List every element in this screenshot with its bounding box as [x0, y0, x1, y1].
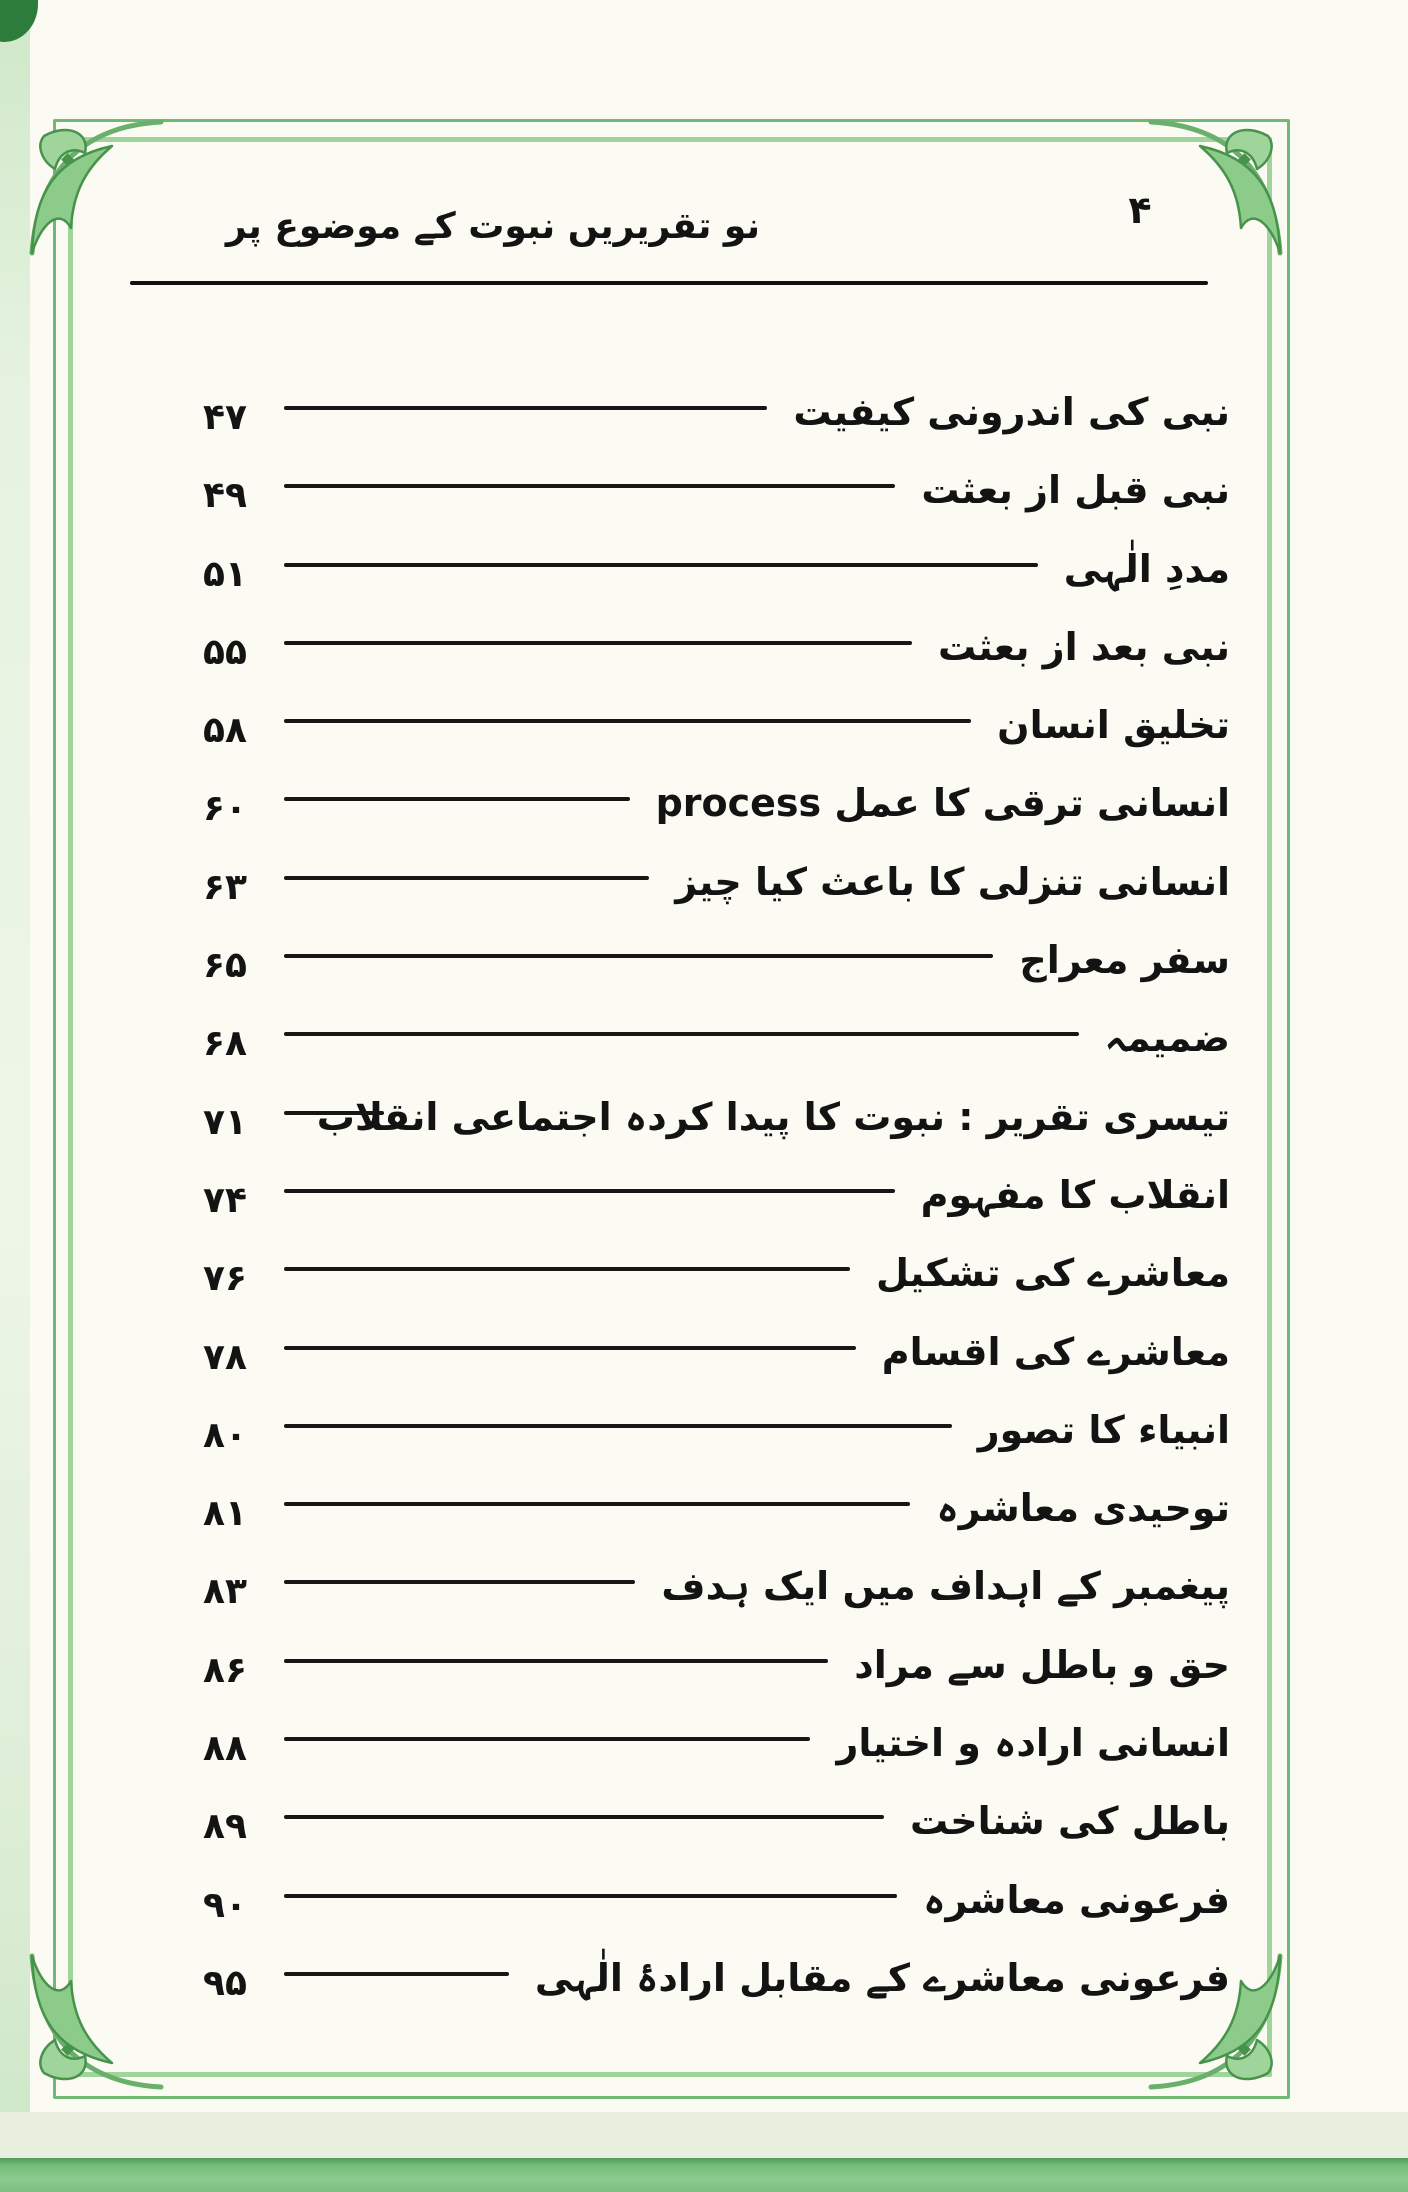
toc-leader-line — [284, 484, 895, 488]
toc-entry-title: حق و باطل سے مراد — [854, 1642, 1230, 1687]
toc-entry-title: پیغمبر کے اہداف میں ایک ہدف — [661, 1564, 1230, 1609]
toc-entry-title: مددِ الٰہی — [1063, 546, 1230, 591]
toc-entry-page-number: ۸۸ — [203, 1728, 247, 1770]
toc-entry — [180, 697, 1230, 753]
toc-entry-title: فرعونی معاشرہ — [923, 1877, 1230, 1922]
toc-entry-page-number: ۴۷ — [203, 397, 247, 438]
toc-entry — [180, 1480, 1230, 1536]
toc-entry-page-number: ۷۶ — [203, 1258, 247, 1300]
toc-entry — [180, 854, 1230, 910]
toc-leader-line — [284, 1111, 384, 1115]
running-head-book-title: نو تقریریں نبوت کے موضوع پر — [225, 206, 760, 247]
scan-edge-bottom-green — [0, 2158, 1408, 2192]
toc-entry — [180, 541, 1230, 597]
toc-leader-line — [284, 1267, 850, 1271]
toc-entry — [180, 775, 1230, 831]
toc-entry — [180, 1558, 1230, 1614]
toc-entry-title: تخلیق انسان — [997, 703, 1230, 748]
toc-entry — [180, 1245, 1230, 1301]
toc-entry-page-number: ۷۱ — [203, 1101, 247, 1143]
table-of-contents — [180, 384, 1230, 2006]
toc-entry — [180, 1010, 1230, 1066]
corner-ornament-bottom-left — [14, 1948, 169, 2103]
toc-entry — [180, 619, 1230, 675]
toc-entry — [180, 1089, 1230, 1145]
toc-entry-title: معاشرے کی اقسام — [881, 1329, 1230, 1374]
toc-entry-title: انسانی تنزلی کا باعث کیا چیز — [675, 859, 1230, 904]
toc-entry-page-number: ۶۸ — [203, 1023, 247, 1065]
toc-entry-page-number: ۸۱ — [203, 1493, 247, 1535]
toc-entry-title: توحیدی معاشرہ — [936, 1486, 1230, 1531]
toc-leader-line — [284, 1189, 895, 1193]
toc-entry-title: انسانی ارادہ و اختیار — [836, 1721, 1230, 1766]
toc-entry-page-number: ۸۳ — [203, 1571, 247, 1613]
toc-leader-line — [284, 719, 971, 723]
toc-leader-line — [284, 1424, 952, 1428]
toc-entry-title: انبیاء کا تصور — [977, 1407, 1230, 1452]
toc-entry-title: باطل کی شناخت — [909, 1799, 1230, 1844]
toc-entry-page-number: ۴۹ — [203, 475, 247, 517]
toc-entry-page-number: ۷۴ — [203, 1179, 247, 1221]
toc-leader-line — [284, 954, 993, 958]
toc-entry — [180, 1167, 1230, 1223]
toc-entry-title: انقلاب کا مفہوم — [920, 1172, 1230, 1217]
toc-leader-line — [284, 1032, 1079, 1036]
toc-leader-line — [284, 641, 912, 645]
corner-ornament-top-left — [14, 106, 169, 261]
toc-leader-line — [284, 797, 630, 801]
toc-entry-title: تیسری تقریر : نبوت کا پیدا کردہ اجتماعی انقلاب — [316, 1094, 1230, 1139]
toc-entry-page-number: ۹۵ — [203, 1962, 247, 2004]
scan-corner-artifact — [0, 0, 38, 42]
toc-leader-line — [284, 1502, 910, 1506]
toc-entry-page-number: ۶۳ — [203, 866, 247, 908]
toc-entry-page-number: ۸۰ — [203, 1414, 247, 1456]
folio-page-number: ۴ — [1128, 188, 1152, 232]
toc-entry — [180, 1324, 1230, 1380]
toc-leader-line — [284, 1580, 635, 1584]
toc-entry — [180, 1402, 1230, 1458]
toc-entry-title: ضمیمہ — [1104, 1016, 1230, 1061]
toc-entry — [180, 932, 1230, 988]
toc-entry — [180, 1637, 1230, 1693]
toc-entry — [180, 1793, 1230, 1849]
toc-entry-title: معاشرے کی تشکیل — [876, 1251, 1230, 1296]
scan-edge-bottom-pale — [0, 2112, 1408, 2158]
scan-edge-left — [0, 0, 30, 2192]
toc-entry-title: انسانی ترقی کا عمل process — [655, 781, 1230, 826]
toc-leader-line — [284, 1659, 828, 1663]
toc-entry-page-number: ۹۰ — [203, 1884, 247, 1926]
toc-entry-page-number: ۸۶ — [203, 1649, 247, 1691]
toc-leader-line — [284, 563, 1038, 567]
toc-entry — [180, 384, 1230, 440]
toc-leader-line — [284, 1346, 856, 1350]
toc-leader-line — [284, 876, 649, 880]
toc-entry-page-number: ۶۵ — [203, 945, 247, 987]
toc-entry — [180, 462, 1230, 518]
toc-entry-page-number: ۶۰ — [203, 788, 247, 830]
toc-entry-page-number: ۷۸ — [203, 1336, 247, 1378]
toc-entry-page-number: ۸۹ — [203, 1806, 247, 1848]
toc-leader-line — [284, 1972, 509, 1976]
toc-leader-line — [284, 1894, 897, 1898]
toc-entry — [180, 1872, 1230, 1928]
toc-entry-title: فرعونی معاشرے کے مقابل ارادۂ الٰہی — [534, 1955, 1230, 2000]
toc-entry-page-number: ۵۱ — [203, 553, 247, 595]
toc-entry-title: نبی کی اندرونی کیفیت — [793, 390, 1230, 434]
toc-leader-line — [284, 1815, 884, 1819]
toc-entry — [180, 1950, 1230, 2006]
toc-entry-title: نبی بعد از بعثت — [938, 624, 1230, 669]
toc-entry-page-number: ۵۵ — [203, 631, 247, 673]
toc-entry-title: سفر معراج — [1019, 938, 1230, 983]
toc-leader-line — [284, 1737, 810, 1741]
toc-entry-page-number: ۵۸ — [203, 710, 247, 752]
header-rule — [130, 281, 1208, 285]
toc-leader-line — [284, 406, 767, 410]
toc-entry — [180, 1715, 1230, 1771]
toc-entry-title: نبی قبل از بعثت — [921, 468, 1230, 513]
